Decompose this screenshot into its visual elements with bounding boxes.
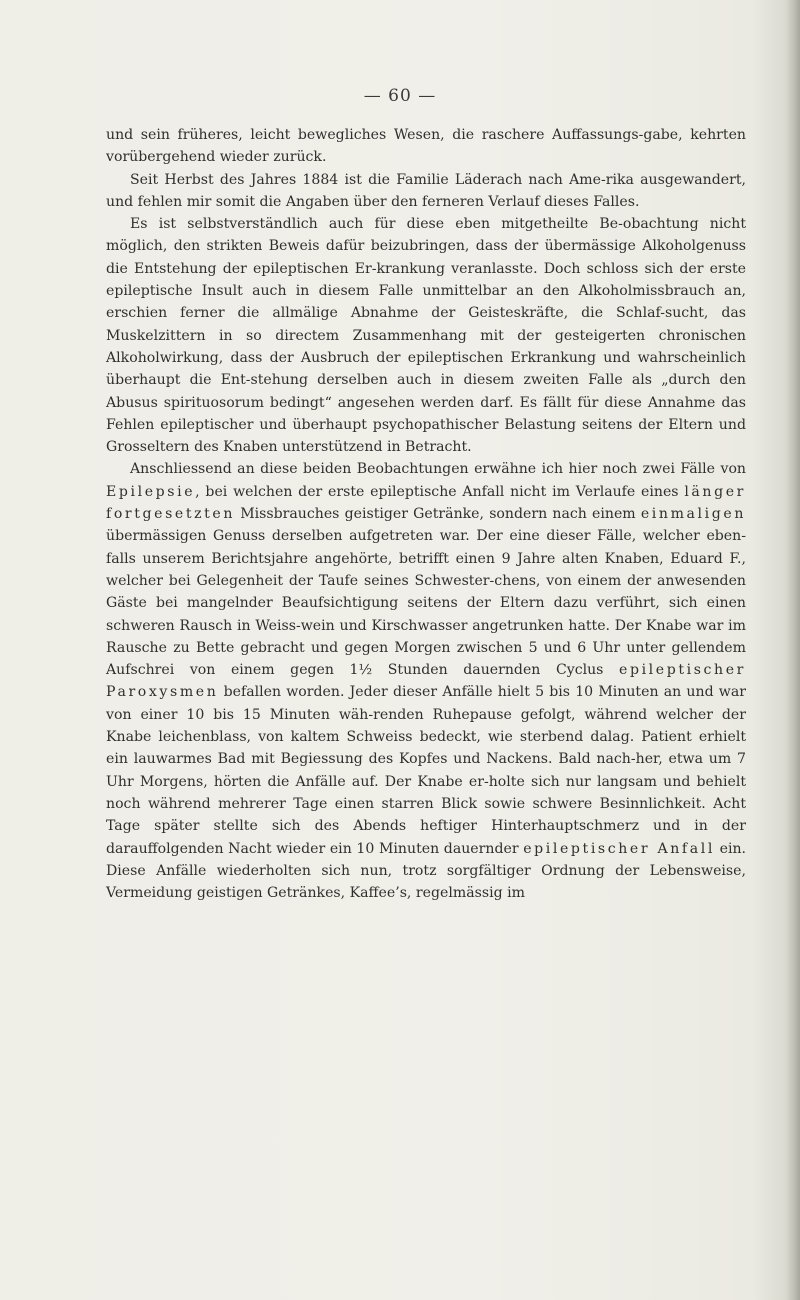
text-run: Missbrauches geistiger Getränke, sondern nach einem <box>235 506 641 523</box>
text-run: und sein früheres, leicht bewegliches Wesen, die raschere Auffassungs-gabe, kehrten vorübergehend wieder zurück. <box>106 127 746 166</box>
text-run: Seit Herbst des Jahres 1884 ist die Familie Läderach nach Ame-rika ausgewandert, und fehlen mir somit die Angaben über den ferneren Verlauf dieses Falles. <box>106 171 746 210</box>
text-run: Es ist selbstverständlich auch für diese eben mitgetheilte Be-obachtung nicht möglich, den strikten Beweis dafür beizubringen, dass der übermässige Alkoholgenuss die Entstehung der epileptischen Er-krankung veranlasste. Doch schloss sich der erste epileptische Insult auch in diesem Falle unmittelbar an den Alkoholmissbrauch an, erschien ferner die allmälige Abnahme der Geisteskräfte, die Schlaf-sucht, das Muskelzittern in so directem Zusammenhang mit der gesteigerten chronischen Alkoholwirkung, dass der Ausbruch der epileptischen Erkrankung und wahrscheinlich überhaupt die Ent-stehung derselben auch in diesem zweiten Falle als „durch den Abusus spirituosorum bedingt“ angesehen werden darf. Es fällt für diese Annahme das Fehlen epileptischer und überhaupt psychopathischer Belastung seitens der Eltern und Grosseltern des Knaben unterstützend in Betracht. <box>106 216 746 456</box>
page-number: — 60 — <box>363 86 437 106</box>
text-run: , bei welchen der erste epileptische Anfall nicht im Verlaufe eines <box>195 483 685 500</box>
paragraph <box>106 213 746 458</box>
paragraph <box>106 458 746 904</box>
paragraph <box>106 124 746 169</box>
text-run: übermässigen Genuss derselben aufgetreten war. Der eine dieser Fälle, welcher eben-falls unserem Berichtsjahre angehörte, betrifft einen 9 Jahre alten Knaben, Eduard F., welcher bei Gelegenheit der Taufe seines Schwester-chens, von einem der anwesenden Gäste bei mangelnder Beaufsichtigung seitens der Eltern dazu verführt, sich einen schweren Rausch in Weiss-wein und Kirschwasser angetrunken hatte. Der Knabe war im Rausche zu Bette gebracht und gegen Morgen zwischen 5 und 6 Uhr unter gellendem Aufschrei von einem gegen 1½ Stunden dauernden Cyclus <box>106 528 746 679</box>
emphasized-text: länger fortgesetzten <box>106 483 746 523</box>
emphasized-text: Epilepsie <box>106 483 196 500</box>
paragraph <box>106 169 746 214</box>
emphasized-text: epileptischer Paroxysmen <box>106 662 746 701</box>
text-run: Anschliessend an diese beiden Beobachtungen erwähne ich hier noch zwei Fälle von <box>130 461 746 478</box>
body-text <box>106 124 746 904</box>
emphasized-text: epileptischer Anfall <box>523 840 715 857</box>
text-run: befallen worden. Jeder dieser Anfälle hielt 5 bis 10 Minuten an und war von einer 10 bis 15 Minuten wäh-renden Ruhepause gefolgt, während welcher der Knabe leichenblass, von kaltem Schweiss bedeckt, wie sterbend dalag. Patient erhielt ein lauwarmes Bad mit Begiessung des Kopfes und Nackens. Bald nach-her, etwa um 7 Uhr Morgens, hörten die Anfälle auf. Der Knabe er-holte sich nur langsam und behielt noch während mehrerer Tage einen starren Blick sowie schwere Besinnlichkeit. Acht Tage später stellte sich des Abends heftiger Hinterhauptschmerz und in der darauffolgenden Nacht wieder ein 10 Minuten dauernder <box>106 684 746 857</box>
text-run: ein. Diese Anfälle wiederholten sich nun, trotz sorgfältiger Ordnung der Lebensweise, Vermeidung geistigen Getränkes, Kaffee’s, regelmässig im <box>106 840 747 902</box>
emphasized-text: einmaligen <box>640 506 746 523</box>
page-edge-shadow <box>786 0 800 1300</box>
